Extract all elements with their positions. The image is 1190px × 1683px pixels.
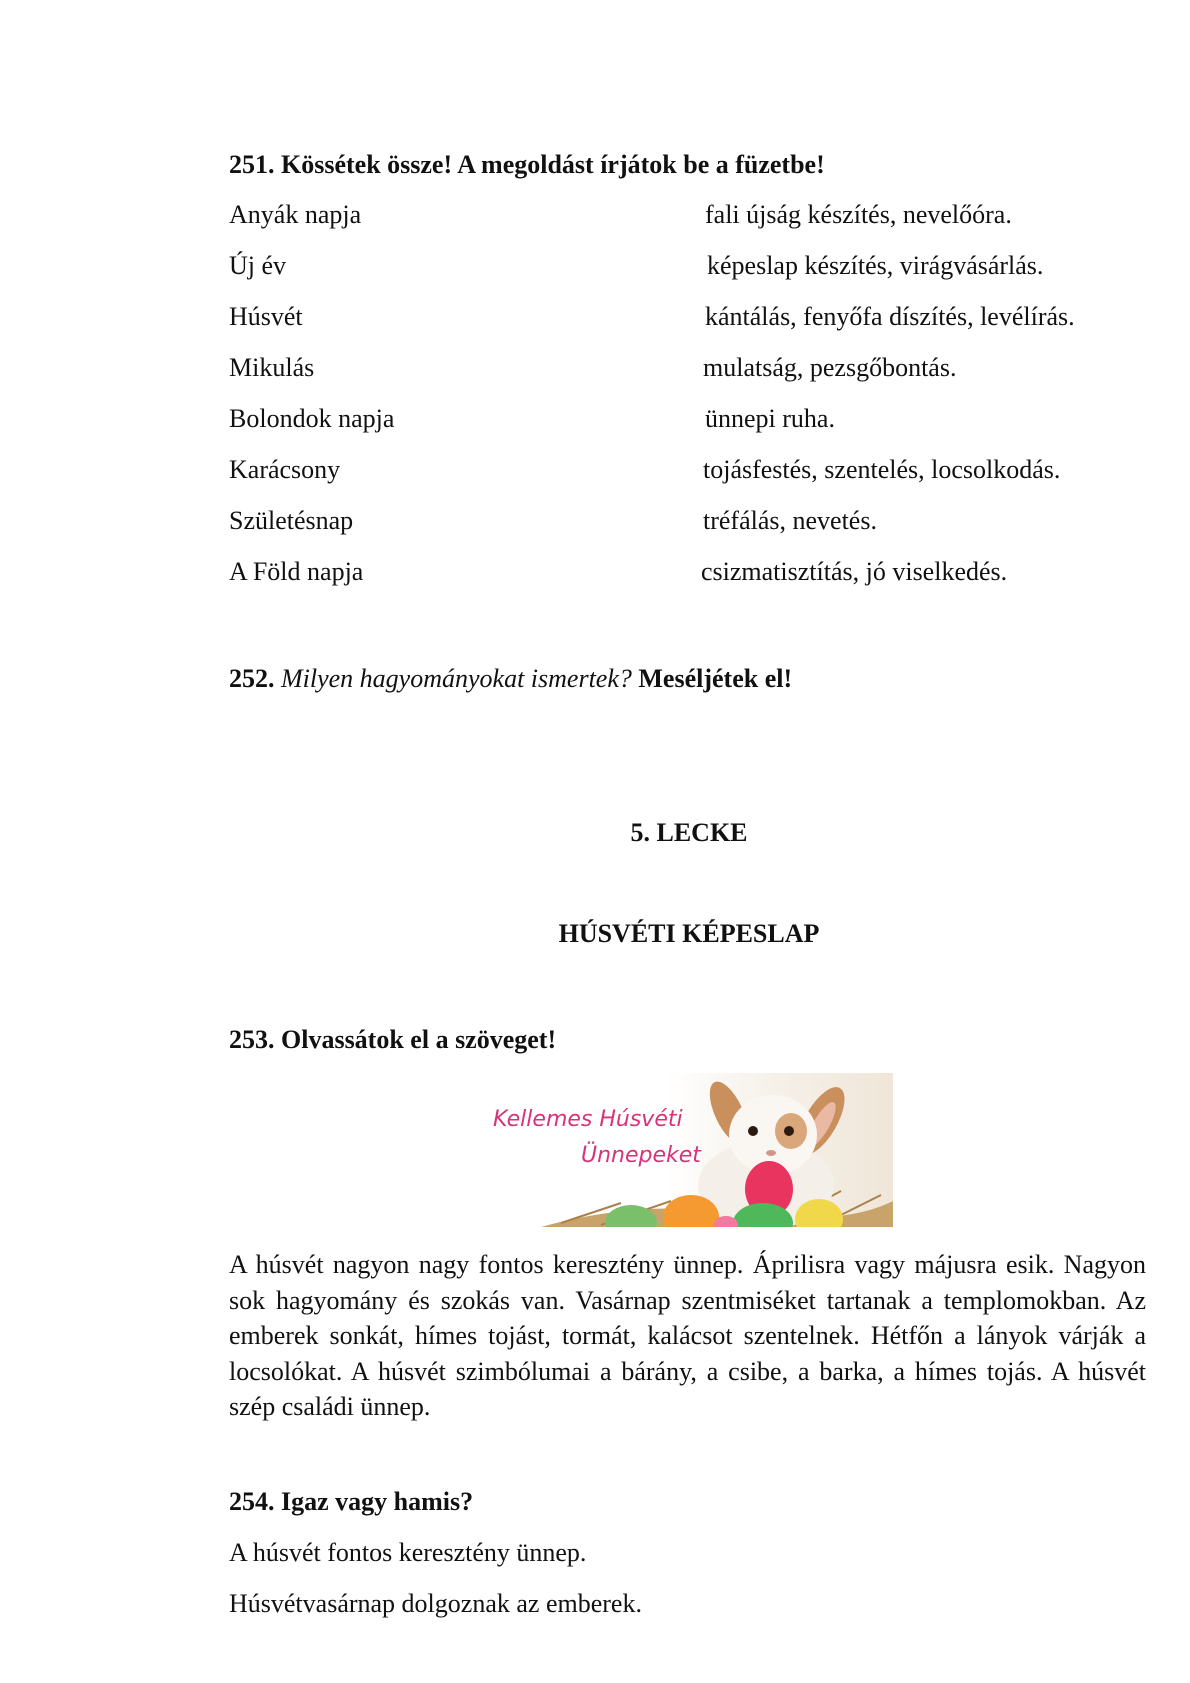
match-left-term: Új év [229,251,287,280]
exercise-254-title: 254. Igaz vagy hamis? [229,1487,474,1516]
match-right-term: kántálás, fenyőfa díszítés, levélírás. [705,302,1075,331]
match-right-term: fali újság készítés, nevelőóra. [705,200,1012,229]
match-right-term: ünnepi ruha. [705,404,835,433]
match-row [229,302,1129,336]
match-left-term: Bolondok napja [229,404,395,433]
exercise-252 [229,664,792,694]
exercise-252-instruction: Meséljétek el! [638,664,793,693]
match-row [229,404,1129,438]
true-false-statement: Húsvétvasárnap dolgoznak az emberek. [229,1589,642,1618]
match-row [229,353,1129,387]
exercise-252-number: 252. [229,664,275,693]
match-left-term: Húsvét [229,302,303,331]
card-greeting-line1: Kellemes Húsvéti [493,1107,683,1132]
reading-text: A húsvét nagyon nagy fontos keresztény ünnep. Áprilisra vagy májusra esik. Nagyon sok hagyomány és szokás van. Vasárnap szentmiséket tartanak a templomokban. Az emberek sonkát, hímes tojást, tormát, kalácsot szentelnek. Hétfőn a lányok várják a locsolókat. A húsvét szimbólumai a bárány, a csibe, a barka, a hímes tojás. A húsvét szép családi ünnep. [229,1250,1146,1421]
true-false-statement: A húsvét fontos keresztény ünnep. [229,1538,587,1567]
match-left-term: Karácsony [229,455,341,484]
match-right-term: képeslap készítés, virágvásárlás. [707,251,1044,280]
match-row [229,557,1129,591]
easter-card-image [481,1073,893,1227]
match-row [229,251,1129,285]
match-right-term: tréfálás, nevetés. [703,506,877,535]
card-greeting-line2: Ünnepeket [581,1143,701,1168]
exercise-251-title: 251. Kössétek össze! A megoldást írjátok be a füzetbe! [229,150,825,179]
match-right-term: csizmatisztítás, jó viselkedés. [701,557,1008,586]
match-left-term: A Föld napja [229,557,364,586]
match-left-term: Anyák napja [229,200,362,229]
exercise-252-question: Milyen hagyományokat ismertek? [281,664,632,693]
match-right-term: tojásfestés, szentelés, locsolkodás. [703,455,1061,484]
match-row [229,506,1129,540]
exercise-253-title: 253. Olvassátok el a szöveget! [229,1025,557,1054]
match-left-term: Mikulás [229,353,315,382]
match-row [229,455,1129,489]
match-left-term: Születésnap [229,506,354,535]
match-row [229,200,1129,234]
lesson-title: HÚSVÉTI KÉPESLAP [558,919,820,948]
match-right-term: mulatság, pezsgőbontás. [703,353,957,382]
lesson-number: 5. LECKE [630,818,748,847]
